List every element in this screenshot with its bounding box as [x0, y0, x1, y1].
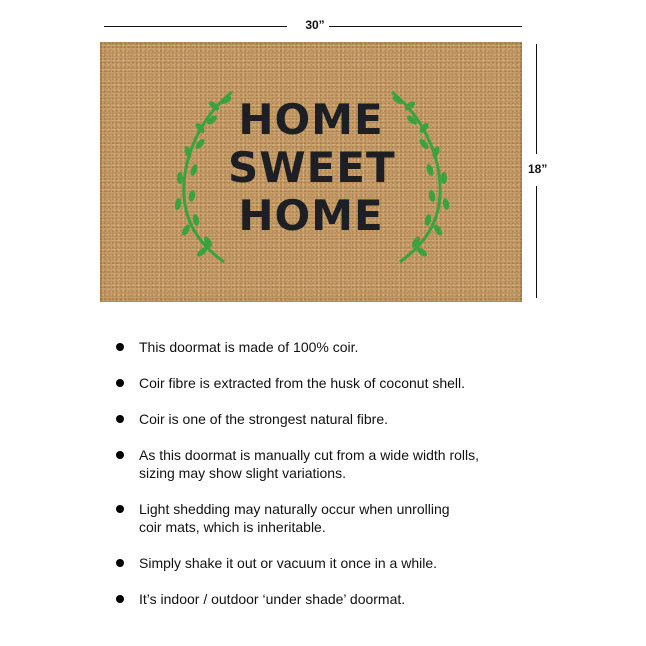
feature-text: Coir is one of the strongest natural fibre. [139, 411, 389, 427]
feature-list-item [116, 338, 546, 356]
width-dimension [104, 17, 522, 37]
feature-text: Coir fibre is extracted from the husk of coconut shell. [139, 375, 466, 391]
doormat-text-line: HOME [238, 191, 384, 240]
height-dimension [524, 44, 564, 298]
doormat-lettering [228, 96, 394, 240]
feature-list-item [116, 500, 546, 536]
feature-text: Simply shake it out or vacuum it once in a while. [139, 555, 438, 571]
bullet-dot-icon [116, 451, 124, 459]
bullet-dot-icon [116, 595, 124, 603]
feature-list [116, 338, 546, 626]
width-dimension-line-left [104, 26, 287, 27]
height-dimension-line-bottom [536, 186, 537, 298]
feature-text: As this doormat is manually cut from a wide width rolls, [139, 447, 480, 463]
width-label: 30” [305, 18, 325, 32]
feature-text-continued: sizing may show slight variations. [139, 465, 346, 481]
bullet-dot-icon [116, 505, 124, 513]
feature-text: This doormat is made of 100% coir. [139, 339, 359, 355]
feature-text: It’s indoor / outdoor ‘under shade’ doormat. [139, 591, 406, 607]
doormat-image [100, 42, 522, 302]
feature-list-item [116, 446, 546, 482]
bullet-dot-icon [116, 379, 124, 387]
bullet-dot-icon [116, 415, 124, 423]
feature-list-item [116, 554, 546, 572]
feature-list-item [116, 374, 546, 392]
laurel-branch-icon [382, 86, 452, 266]
doormat-text-line: HOME [238, 95, 384, 144]
feature-text: Light shedding may naturally occur when unrolling [139, 501, 450, 517]
width-dimension-line-right [329, 26, 522, 27]
bullet-dot-icon [116, 559, 124, 567]
height-label: 18” [528, 162, 548, 176]
height-dimension-line-top [536, 44, 537, 154]
doormat-text-line: SWEET [228, 143, 396, 192]
feature-list-item [116, 590, 546, 608]
feature-text-continued: coir mats, which is inheritable. [139, 519, 326, 535]
bullet-dot-icon [116, 343, 124, 351]
feature-list-item [116, 410, 546, 428]
